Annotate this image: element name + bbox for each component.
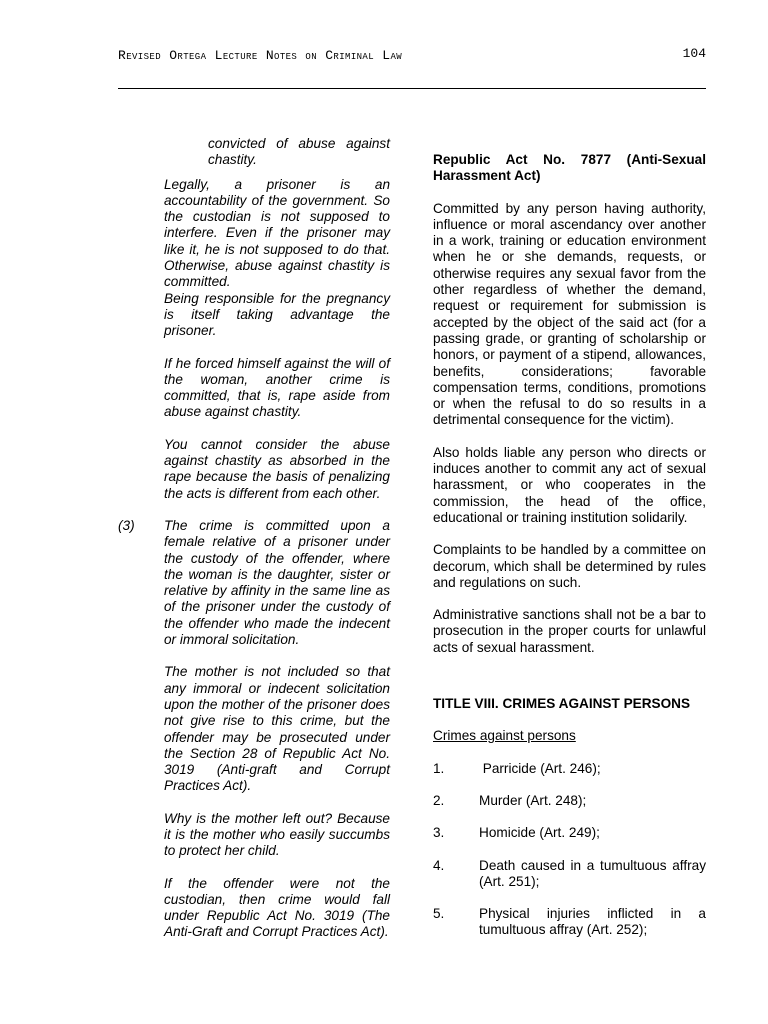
- list-item: [433, 906, 706, 939]
- left-paragraph-5: You cannot consider the abuse against chastity as absorbed in the rape because the basis of penalizing the acts is different from each other.: [164, 436, 390, 501]
- right-column: [433, 152, 706, 939]
- list-item: [433, 858, 706, 891]
- list-item: [433, 761, 706, 777]
- section-heading: Republic Act No. 7877 (Anti-Sexual Harassment Act): [433, 152, 706, 184]
- crimes-list: [433, 761, 706, 939]
- numbered-item-3: [118, 518, 390, 648]
- left-paragraph-3: Being responsible for the pregnancy is itself taking advantage the prisoner.: [164, 290, 390, 339]
- left-paragraph-6: The mother is not included so that any immoral or indecent solicitation upon the mother of the prisoner does not give rise to this crime, but the offender may be prosecuted under the Section 28 of Republic Act No. 3019 (Anti-graft and Corrupt Practices Act).: [164, 664, 390, 794]
- page-number: 104: [682, 46, 706, 61]
- right-paragraph-2: Also holds liable any person who directs or induces another to commit any act of sexual harassment, or who cooperates in the commission, the head of the office, educational or training institution solidarily.: [433, 444, 706, 525]
- list-text: Physical injuries inflicted in a tumultuous affray (Art. 252);: [479, 906, 706, 938]
- running-title: Revised Ortega Lecture Notes on Criminal Law: [118, 48, 403, 63]
- list-text: Parricide (Art. 246);: [479, 760, 601, 776]
- left-column: [118, 136, 390, 941]
- item-number: (3): [118, 517, 135, 533]
- list-text: Death caused in a tumultuous affray (Art. 251);: [479, 857, 706, 889]
- list-item: [433, 825, 706, 841]
- left-paragraph-1: convicted of abuse against chastity.: [208, 136, 390, 168]
- page-header: [118, 46, 706, 70]
- right-paragraph-4: Administrative sanctions shall not be a bar to prosecution in the proper courts for unlawful acts of sexual harassment.: [433, 607, 706, 655]
- list-number: 4.: [433, 857, 445, 873]
- list-text: Murder (Art. 248);: [479, 792, 587, 808]
- left-paragraph-7: Why is the mother left out? Because it is the mother who easily succumbs to protect her child.: [164, 810, 390, 859]
- header-divider: [118, 88, 706, 89]
- subheading: Crimes against persons: [433, 728, 576, 744]
- left-paragraph-2: Legally, a prisoner is an accountability of the government. So the custodian is not supposed to interfere. Even if the prisoner may like it, he is not supposed to do that. Otherwise, abuse against chastity is committed.: [164, 176, 390, 290]
- item-text: The crime is committed upon a female relative of a prisoner under the custody of the offender, where the woman is the daughter, sister or relative by affinity in the same line as of the prisoner under the custody of the offender who made the indecent or immoral solicitation.: [164, 517, 390, 648]
- right-paragraph-1: Committed by any person having authority, influence or moral ascendancy over another in a work, training or education environment when he or she demands, requests, or otherwise requires any sexual favor from the other regardless of whether the demand, request or requirement for submission is accepted by the object of the said act (for a passing grade, or granting of scholarship or honors, or payment of a stipend, allowances, benefits, considerations; favorable compensation terms, conditions, promotions or when the refusal to do so results in a detrimental consequence for the victim).: [433, 200, 706, 428]
- left-paragraph-4: If he forced himself against the will of the woman, another crime is committed, that is, rape aside from abuse against chastity.: [164, 355, 390, 420]
- left-paragraph-8: If the offender were not the custodian, then crime would fall under Republic Act No. 3019 (The Anti-Graft and Corrupt Practices Act).: [164, 875, 390, 940]
- right-paragraph-3: Complaints to be handled by a committee on decorum, which shall be determined by rules and regulations on such.: [433, 542, 706, 590]
- list-text: Homicide (Art. 249);: [479, 825, 600, 841]
- list-number: 3.: [433, 825, 445, 841]
- list-number: 5.: [433, 906, 445, 922]
- list-number: 1.: [433, 760, 445, 776]
- list-number: 2.: [433, 792, 445, 808]
- title-heading: TITLE VIII. CRIMES AGAINST PERSONS: [433, 696, 691, 712]
- list-item: [433, 793, 706, 809]
